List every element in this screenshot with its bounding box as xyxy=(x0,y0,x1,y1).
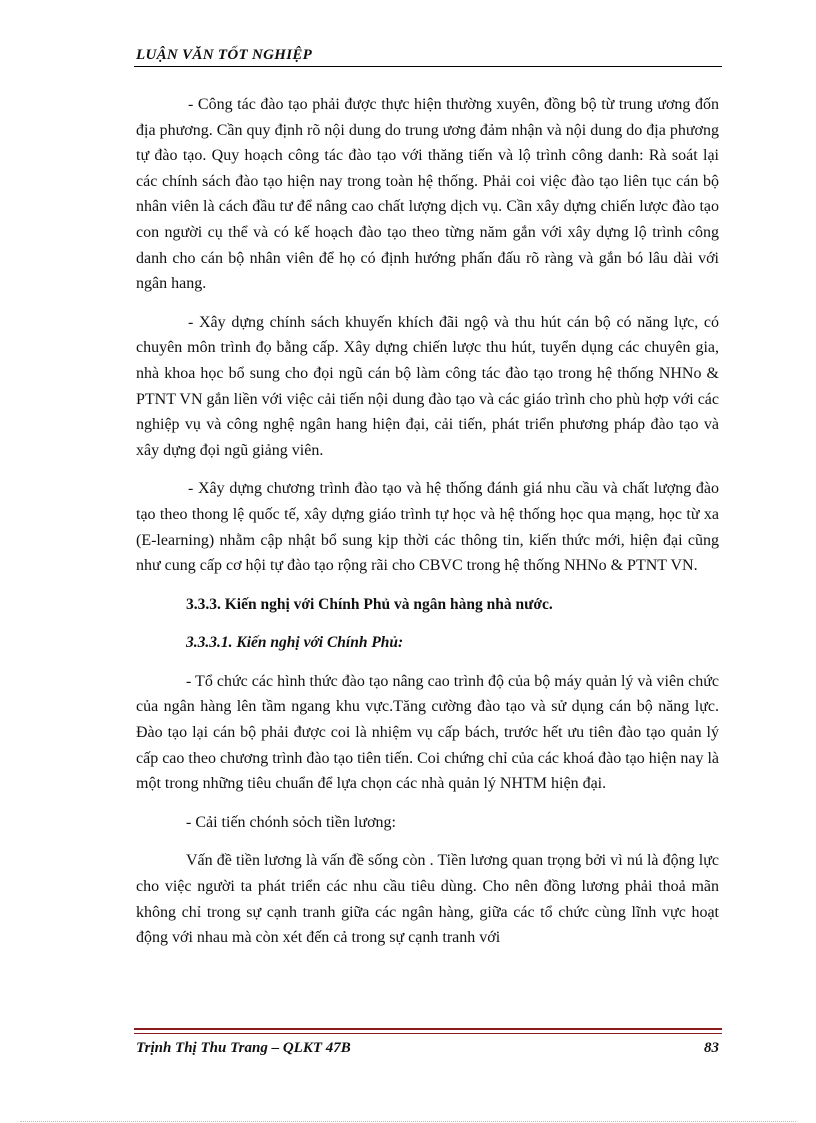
document-body xyxy=(136,92,719,964)
footer-divider-thin xyxy=(134,1033,722,1034)
paragraph-incentive-policy: - Xây dựng chính sách khuyến khích đãi ngộ và thu hút cán bộ có năng lực, có chuyên môn trình đọ bằng cấp. Xây dựng chiến lược thu hút, tuyển dụng các chuyên gia, nhà khoa học bổ sung cho đọi ngũ cán bộ làm công tác đào tạo trong hệ thống NHNo & PTNT VN gắn liền với việc cải tiến nội dung đào tạo và các giáo trình cho phù hợp với các nghiệp vụ và công nghệ ngân hang hiện đại, cải tiến, phát triển phương pháp đào tạo và xây dựng đọi ngũ giảng viên. xyxy=(136,313,719,459)
running-header-title: LUẬN VĂN TỐT NGHIỆP xyxy=(136,47,313,63)
paragraph-salary-reform: - Cải tiến chónh sỏch tiền lương: xyxy=(186,813,396,831)
page-number: 83 xyxy=(704,1040,719,1056)
footer-divider-thick xyxy=(134,1028,722,1030)
running-footer xyxy=(136,1040,719,1057)
section-heading-3-3-3: 3.3.3. Kiến nghị với Chính Phủ và ngân hàng nhà nước. xyxy=(186,595,553,613)
page-bottom-border xyxy=(20,1121,796,1122)
paragraph-salary-issue: Vấn đề tiền lương là vấn đề sống còn . Tiền lương quan trọng bởi vì nú là động lực cho việc người ta phát triển các nhu cầu tiêu dùng. Cho nên đồng lương phải thoả mãn không chỉ trong sự cạnh tranh giữa các ngân hàng, giữa các tổ chức cùng lĩnh vực hoạt động với nhau mà còn xét đến cả trong sự cạnh tranh với xyxy=(136,852,719,947)
paragraph-training-program: - Xây dựng chương trình đào tạo và hệ thống đánh giá nhu cầu và chất lượng đào tạo theo thong lệ quốc tế, xây dựng giáo trình tự học và hệ thống học qua mạng, học từ xa (E-learning) nhằm cập nhật bổ sung kịp thời các thông tin, kiến thức mới, hiện đại cũng như cung cấp cơ hội tự đào tạo rộng rãi cho CBVC trong hệ thống NHNo & PTNT VN. xyxy=(136,480,719,575)
paragraph-organize-training: - Tổ chức các hình thức đào tạo nâng cao trình độ của bộ máy quản lý và viên chức của ngân hàng lên tầm ngang khu vực.Tăng cường đào tạo và sử dụng cán bộ năng lực. Đào tạo lại cán bộ phải được coi là nhiệm vụ cấp bách, trước hết ưu tiên đào tạo quản lý cấp cao theo chương trình đào tạo tiên tiến. Coi chứng chỉ của các khoá đào tạo hiện nay là một trong những tiêu chuẩn để lựa chọn các nhà quản lý NHTM hiện đại. xyxy=(136,672,719,793)
paragraph-training-regular: - Công tác đào tạo phải được thực hiện thường xuyên, đồng bộ từ trung ương đốn địa phương. Cần quy định rõ nội dung do trung ương đảm nhận và nội dung do địa phương tự đào tạo. Quy hoạch công tác đào tạo với thăng tiến và lộ trình công danh: Rà soát lại các chính sách đào tạo hiện nay trong toàn hệ thống. Phải coi việc đào tạo liên tục cán bộ nhân viên là cách đầu tư để nâng cao chất lượng dịch vụ. Cần xây dựng chiến lược đào tạo con người cụ thể và có kế hoạch đào tạo theo từng năm gắn với xây dựng lộ trình công danh cho cán bộ nhân viên để họ có định hướng phấn đấu rõ ràng và gắn bó lâu dài với ngân hang. xyxy=(136,96,719,293)
section-heading-3-3-3-1: 3.3.3.1. Kiến nghị với Chính Phủ: xyxy=(186,634,404,652)
header-divider xyxy=(134,66,722,67)
footer-author: Trịnh Thị Thu Trang – QLKT 47B xyxy=(136,1040,351,1056)
